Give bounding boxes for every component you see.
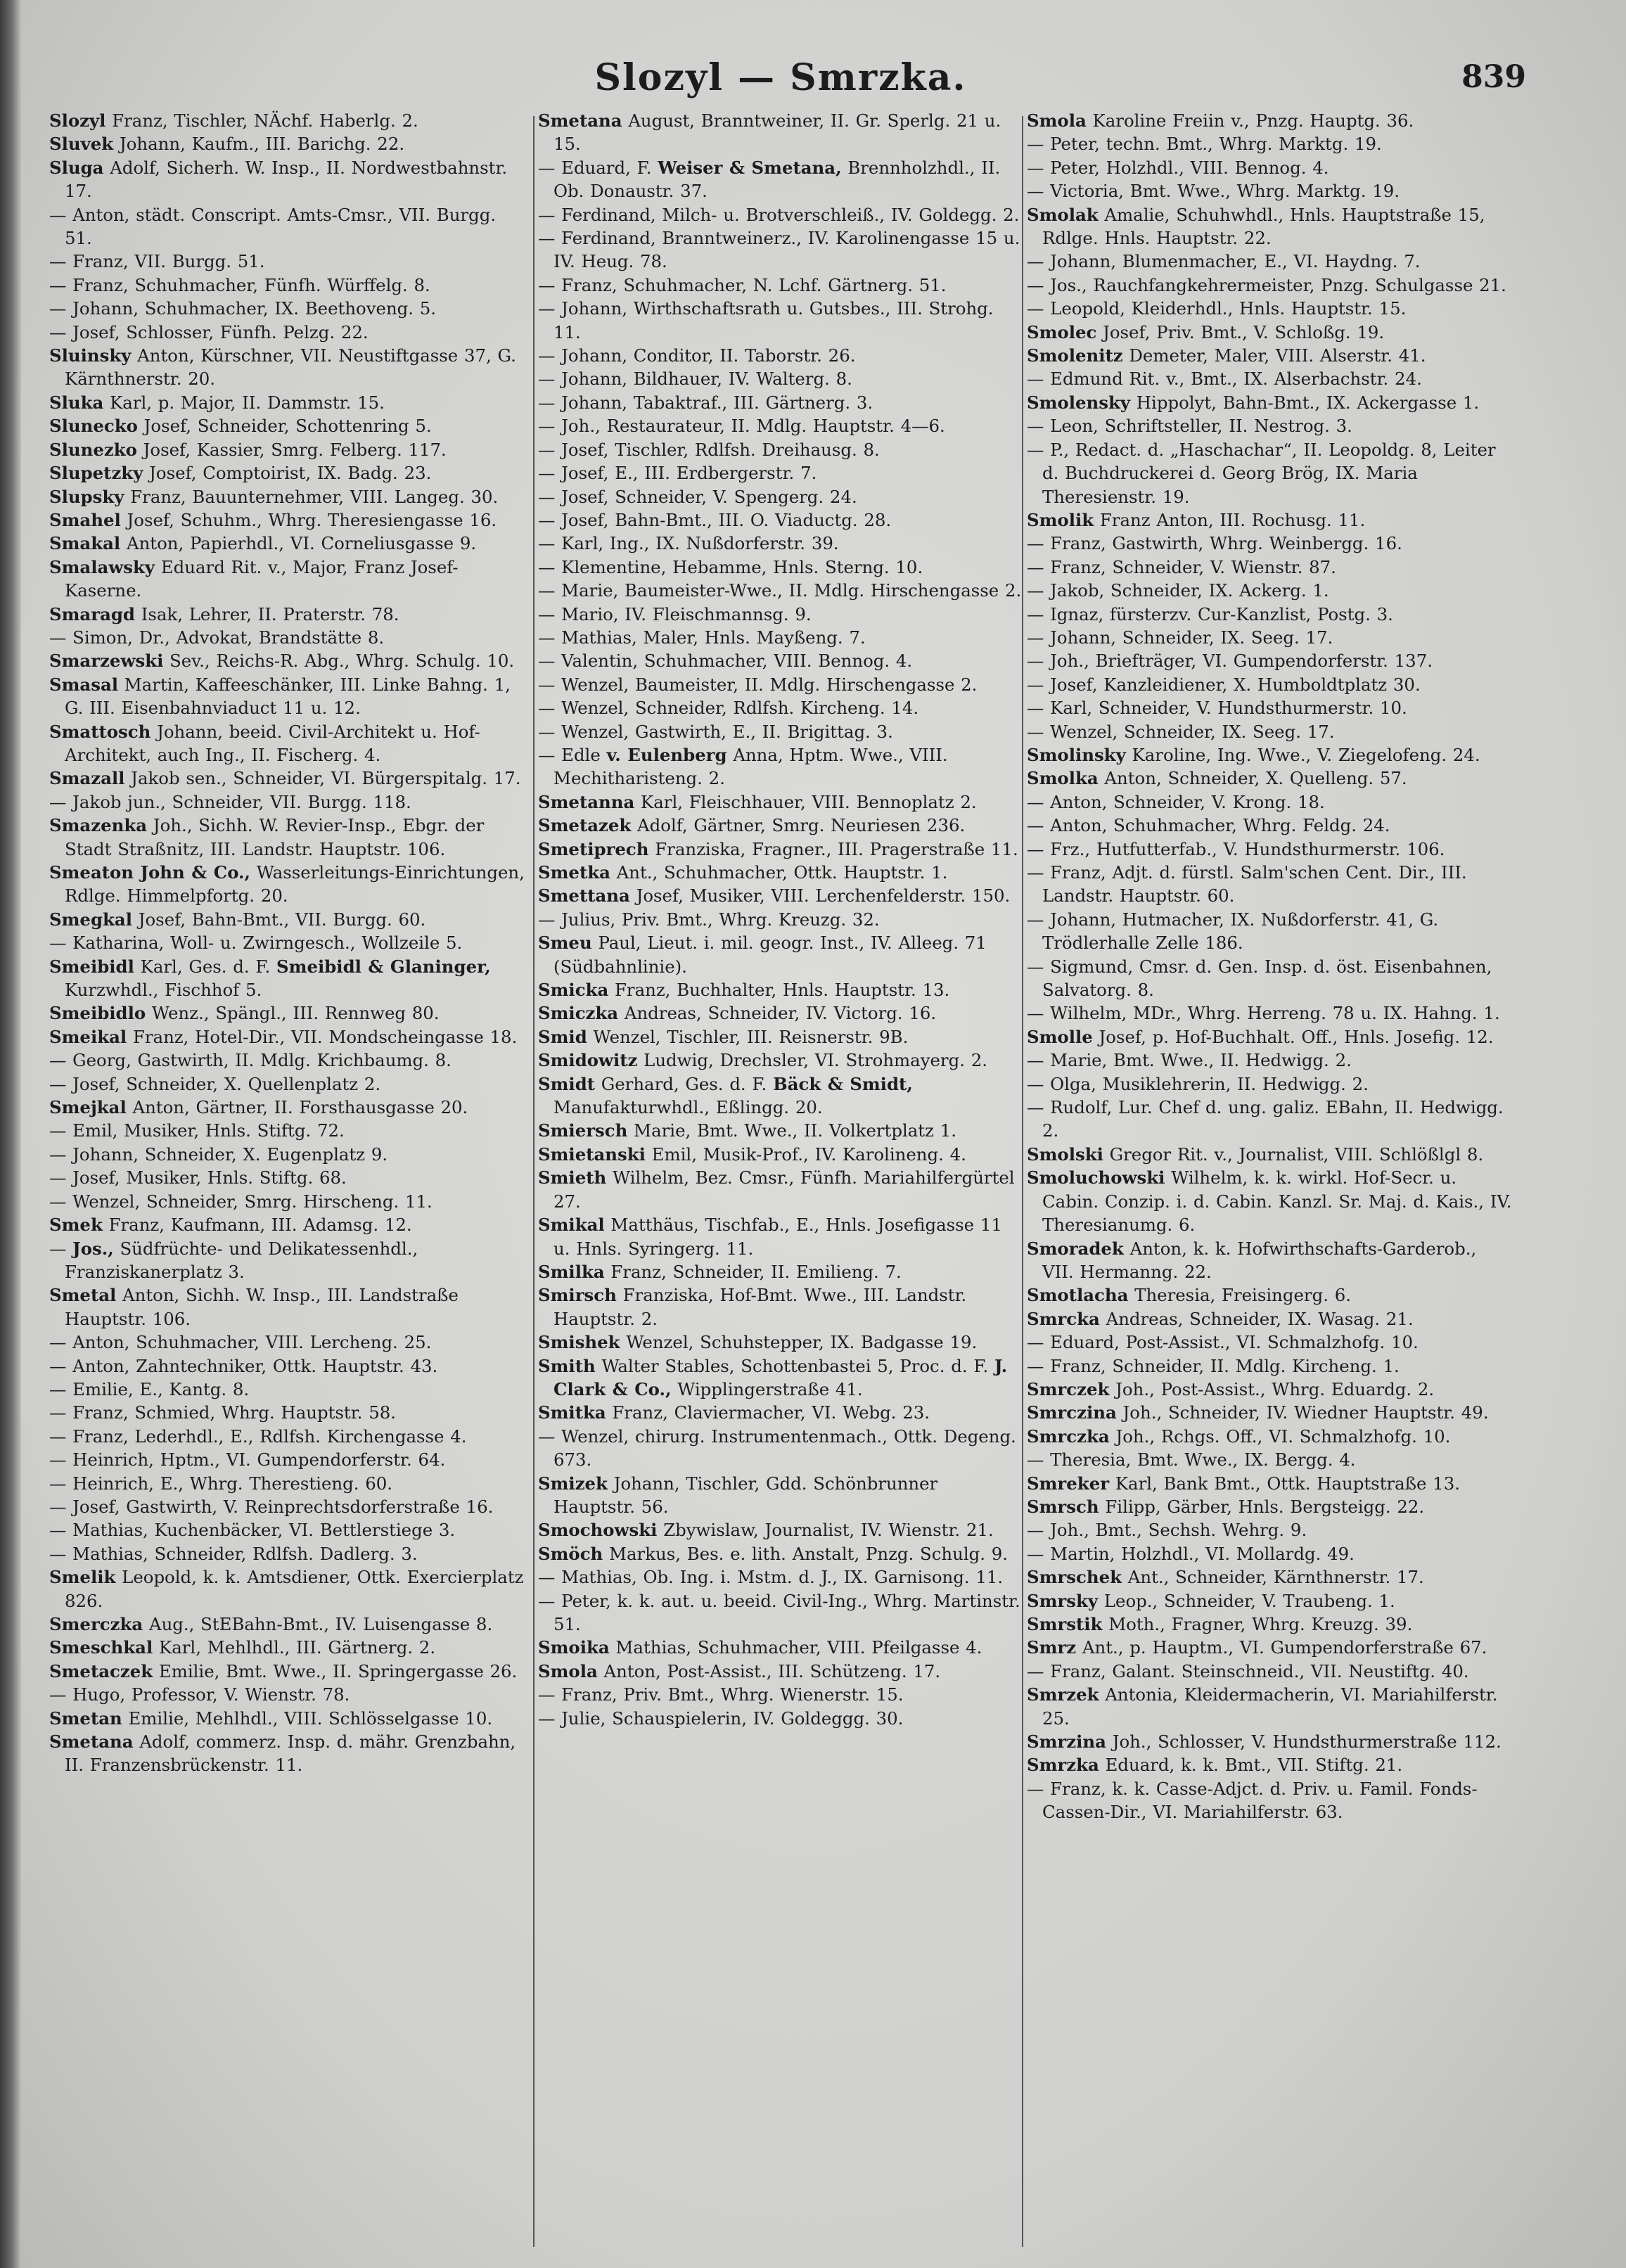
directory-entry: — Johann, Schneider, X. Eugenplatz 9.: [49, 1143, 388, 1165]
directory-entry: Smetanna Karl, Fleischhauer, VIII. Bennoplatz 2.: [538, 791, 977, 812]
directory-entry: — Johann, Tabaktraf., III. Gärtnerg. 3.: [538, 392, 873, 413]
directory-entry: Smrzka Eduard, k. k. Bmt., VII. Stiftg. 21.: [1027, 1755, 1403, 1776]
directory-entry: Smotlacha Theresia, Freisingerg. 6.: [1027, 1285, 1351, 1306]
directory-entry: — Franz, VII. Burgg. 51.: [49, 251, 265, 272]
directory-entry: Smoika Mathias, Schuhmacher, VIII. Pfeilgasse 4.: [538, 1637, 982, 1658]
column-right: [1027, 109, 1512, 2247]
directory-entry: — Josef, Schlosser, Fünfh. Pelzg. 22.: [49, 321, 369, 342]
directory-entry: Smolka Anton, Schneider, X. Quelleng. 57.: [1027, 768, 1407, 789]
directory-entry: Smegkal Josef, Bahn-Bmt., VII. Burgg. 60.: [49, 909, 426, 930]
directory-entry: — Anton, Schneider, V. Krong. 18.: [1027, 791, 1325, 812]
directory-entry: Smrsch Filipp, Gärber, Hnls. Bergsteigg. 22.: [1027, 1496, 1425, 1517]
directory-entry: Smirsch Franziska, Hof-Bmt. Wwe., III. Landstr. Hauptstr. 2.: [538, 1285, 967, 1329]
directory-entry: Smerczka Aug., StEBahn-Bmt., IV. Luisengasse 8.: [49, 1614, 493, 1634]
directory-entry: — Ferdinand, Milch- u. Brotverschleiß., IV. Goldegg. 2.: [538, 204, 1020, 225]
directory-entry: Smetazek Adolf, Gärtner, Smrg. Neuriesen 236.: [538, 815, 966, 836]
directory-entry: Smahel Josef, Schuhm., Whrg. Theresiengasse 16.: [49, 509, 497, 530]
directory-entry: — Emilie, E., Kantg. 8.: [49, 1378, 250, 1399]
directory-entry: — Josef, E., III. Erdbergerstr. 7.: [538, 463, 817, 484]
column-divider: [533, 116, 534, 2247]
directory-entry: Smrczek Joh., Post-Assist., Whrg. Eduardg. 2.: [1027, 1378, 1435, 1399]
directory-entry: — Wilhelm, MDr., Whrg. Herreng. 78 u. IX. Hahng. 1.: [1027, 1003, 1500, 1024]
column-left: [49, 109, 527, 2247]
directory-entry: Smetka Ant., Schuhmacher, Ottk. Hauptstr. 1.: [538, 862, 948, 883]
directory-entry: — Franz, Schmied, Whrg. Hauptstr. 58.: [49, 1402, 396, 1423]
directory-entry: Smolak Amalie, Schuhwhdl., Hnls. Hauptstraße 15, Rdlge. Hnls. Hauptstr. 22.: [1027, 204, 1485, 249]
directory-entry: — Franz, Galant. Steinschneid., VII. Neustiftg. 40.: [1027, 1660, 1469, 1681]
directory-entry: — Josef, Schneider, X. Quellenplatz 2.: [49, 1073, 381, 1094]
directory-entry: Smrsky Leop., Schneider, V. Traubeng. 1.: [1027, 1590, 1395, 1611]
directory-entry: Smazenka Joh., Sichh. W. Revier-Insp., Ebgr. der Stadt Straßnitz, III. Landstr. Hauptstr. 106.: [49, 815, 485, 859]
directory-entry: Smizek Johann, Tischler, Gdd. Schönbrunner Hauptstr. 56.: [538, 1473, 938, 1517]
directory-entry: — Olga, Musiklehrerin, II. Hedwigg. 2.: [1027, 1073, 1369, 1094]
directory-entry: Smasal Martin, Kaffeeschänker, III. Linke Bahng. 1, G. III. Eisenbahnviaduct 11 u. 12.: [49, 674, 511, 719]
directory-entry: — Johann, Wirthschaftsrath u. Gutsbes., III. Strohg. 11.: [538, 298, 994, 342]
directory-entry: Smejkal Anton, Gärtner, II. Forsthausgasse 20.: [49, 1097, 468, 1118]
directory-entry: Smetiprech Franziska, Fragner., III. Pragerstraße 11.: [538, 838, 1018, 859]
directory-entry: Smiersch Marie, Bmt. Wwe., II. Volkertplatz 1.: [538, 1120, 956, 1141]
directory-entry: — Marie, Bmt. Wwe., II. Hedwigg. 2.: [1027, 1050, 1352, 1071]
directory-entry: — Jos., Südfrüchte- und Delikatessenhdl., Franziskanerplatz 3.: [49, 1238, 418, 1282]
directory-entry: Smishek Wenzel, Schuhstepper, IX. Badgasse 19.: [538, 1332, 978, 1353]
directory-entry: Smaragd Isak, Lehrer, II. Praterstr. 78.: [49, 603, 399, 624]
directory-entry: — Peter, techn. Bmt., Whrg. Marktg. 19.: [1027, 134, 1382, 155]
directory-entry: Smetal Anton, Sichh. W. Insp., III. Landstraße Hauptstr. 106.: [49, 1285, 459, 1329]
column-middle: [538, 109, 1023, 2247]
book-spine-shadow: [0, 0, 21, 2268]
directory-entry: — Victoria, Bmt. Wwe., Whrg. Marktg. 19.: [1027, 181, 1400, 202]
directory-entry: — Franz, Priv. Bmt., Whrg. Wienerstr. 15.: [538, 1684, 904, 1705]
directory-entry: — Edmund Rit. v., Bmt., IX. Alserbachstr. 24.: [1027, 369, 1422, 390]
directory-entry: — Johann, Schneider, IX. Seeg. 17.: [1027, 627, 1333, 648]
directory-entry: Smrz Ant., p. Hauptm., VI. Gumpendorferstraße 67.: [1027, 1637, 1487, 1658]
directory-entry: Smakal Anton, Papierhdl., VI. Corneliusgasse 9.: [49, 533, 477, 554]
directory-entry: — Wenzel, Schneider, IX. Seeg. 17.: [1027, 721, 1335, 742]
directory-entry: — Franz, Schneider, II. Mdlg. Kircheng. 1.: [1027, 1355, 1400, 1376]
directory-entry: Smikal Matthäus, Tischfab., E., Hnls. Josefigasse 11 u. Hnls. Syringerg. 11.: [538, 1215, 1002, 1259]
directory-entry: — Marie, Baumeister-Wwe., II. Mdlg. Hirschengasse 2.: [538, 580, 1022, 601]
directory-entry: Smidt Gerhard, Ges. d. F. Bäck & Smidt, Manufakturwhdl., Eßlingg. 20.: [538, 1073, 913, 1118]
directory-entry: — Karl, Schneider, V. Hundsthurmerstr. 10.: [1027, 698, 1407, 719]
directory-entry: — Frz., Hutfutterfab., V. Hundsthurmerstr. 106.: [1027, 838, 1445, 859]
directory-entry: — Ignaz, fürsterzv. Cur-Kanzlist, Postg. 3.: [1027, 603, 1393, 624]
directory-entry: — Julie, Schauspielerin, IV. Goldeggg. 30.: [538, 1708, 904, 1729]
page-number: 839: [1461, 59, 1526, 95]
directory-entry: Smoluchowski Wilhelm, k. k. wirkl. Hof-Secr. u. Cabin. Conzip. i. d. Cabin. Kanzl. Sr. Maj. d. Kais., IV. Theresianumg. 6.: [1027, 1167, 1512, 1236]
directory-entry: Smrczina Joh., Schneider, IV. Wiedner Hauptstr. 49.: [1027, 1402, 1489, 1423]
directory-entry: Smeschkal Karl, Mehlhdl., III. Gärtnerg. 2.: [49, 1637, 436, 1658]
directory-entry: — Simon, Dr., Advokat, Brandstätte 8.: [49, 627, 385, 648]
directory-entry: Smrzina Joh., Schlosser, V. Hundsthurmerstraße 112.: [1027, 1731, 1502, 1753]
directory-entry: Smeikal Franz, Hotel-Dir., VII. Mondscheingasse 18.: [49, 1026, 518, 1047]
directory-entry: — Valentin, Schuhmacher, VIII. Bennog. 4.: [538, 651, 913, 672]
directory-entry: — Anton, Zahntechniker, Ottk. Hauptstr. 43.: [49, 1355, 438, 1376]
directory-entry: — Mathias, Kuchenbäcker, VI. Bettlerstiege 3.: [49, 1520, 456, 1541]
directory-entry: Smeibidlo Wenz., Spängl., III. Rennweg 80.: [49, 1003, 440, 1024]
directory-entry: — Hugo, Professor, V. Wienstr. 78.: [49, 1684, 350, 1705]
directory-entry: Sluvek Johann, Kaufm., III. Barichg. 22.: [49, 134, 405, 155]
directory-entry: — Heinrich, E., Whrg. Therestieng. 60.: [49, 1473, 392, 1494]
directory-entry: — Sigmund, Cmsr. d. Gen. Insp. d. öst. Eisenbahnen, Salvatorg. 8.: [1027, 956, 1492, 1001]
directory-entry: — Karl, Ing., IX. Nußdorferstr. 39.: [538, 533, 839, 554]
directory-entry: Slupsky Franz, Bauunternehmer, VIII. Langeg. 30.: [49, 486, 499, 507]
directory-entry: Smazall Jakob sen., Schneider, VI. Bürgerspitalg. 17.: [49, 768, 521, 789]
directory-entry: — Josef, Tischler, Rdlfsh. Dreihausg. 8.: [538, 439, 880, 460]
directory-entry: Smolski Gregor Rit. v., Journalist, VIII. Schlößlgl 8.: [1027, 1143, 1484, 1165]
directory-entry: Smola Anton, Post-Assist., III. Schützeng. 17.: [538, 1660, 941, 1681]
directory-entry: — Franz, Adjt. d. fürstl. Salm'schen Cent. Dir., III. Landstr. Hauptstr. 60.: [1027, 862, 1467, 906]
directory-entry: Smreker Karl, Bank Bmt., Ottk. Hauptstraße 13.: [1027, 1473, 1460, 1494]
directory-entry: Smetana August, Branntweiner, II. Gr. Sperlg. 21 u. 15.: [538, 110, 1001, 155]
directory-entry: — Julius, Priv. Bmt., Whrg. Kreuzg. 32.: [538, 909, 880, 930]
directory-entry: — Mario, IV. Fleischmannsg. 9.: [538, 603, 812, 624]
directory-entry: — Wenzel, Baumeister, II. Mdlg. Hirschengasse 2.: [538, 674, 978, 695]
directory-entry: — P., Redact. d. „Haschachar“, II. Leopoldg. 8, Leiter d. Buchdruckerei d. Georg Brög, IX. Maria Theresienstr. 19.: [1027, 439, 1496, 507]
directory-entry: Smilka Franz, Schneider, II. Emilieng. 7.: [538, 1261, 902, 1282]
directory-entry: Smolik Franz Anton, III. Rochusg. 11.: [1027, 509, 1366, 530]
directory-entry: — Jakob, Schneider, IX. Ackerg. 1.: [1027, 580, 1329, 601]
directory-entry: Smrczka Joh., Rchgs. Off., VI. Schmalzhofg. 10.: [1027, 1425, 1451, 1447]
directory-entry: — Mathias, Schneider, Rdlfsh. Dadlerg. 3.: [49, 1543, 418, 1564]
directory-entry: — Leon, Schriftsteller, II. Nestrog. 3.: [1027, 416, 1352, 437]
directory-entry: — Katharina, Woll- u. Zwirngesch., Wollzeile 5.: [49, 933, 463, 954]
directory-entry: Smoradek Anton, k. k. Hofwirthschafts-Garderob., VII. Hermanng. 22.: [1027, 1238, 1477, 1282]
directory-entry: — Anton, Schuhmacher, Whrg. Feldg. 24.: [1027, 815, 1390, 836]
directory-entry: Smolle Josef, p. Hof-Buchhalt. Off., Hnls. Josefig. 12.: [1027, 1026, 1494, 1047]
directory-entry: Slozyl Franz, Tischler, NÄchf. Haberlg. 2.: [49, 110, 418, 131]
directory-entry: — Peter, Holzhdl., VIII. Bennog. 4.: [1027, 157, 1329, 178]
directory-entry: — Wenzel, Gastwirth, E., II. Brigittag. 3.: [538, 721, 893, 742]
directory-entry: — Klementine, Hebamme, Hnls. Sterng. 10.: [538, 556, 923, 577]
directory-entry: — Johann, Hutmacher, IX. Nußdorferstr. 41, G. Trödlerhalle Zelle 186.: [1027, 909, 1439, 954]
directory-entry: — Joh., Bmt., Sechsh. Wehrg. 9.: [1027, 1520, 1307, 1541]
directory-entry: Smolenitz Demeter, Maler, VIII. Alserstr. 41.: [1027, 345, 1426, 366]
directory-entry: Smöch Markus, Bes. e. lith. Anstalt, Pnzg. Schulg. 9.: [538, 1543, 1009, 1564]
directory-entry: Smeaton John & Co., Wasserleitungs-Einrichtungen, Rdlge. Himmelpfortg. 20.: [49, 862, 525, 906]
directory-entry: Smetana Adolf, commerz. Insp. d. mähr. Grenzbahn, II. Franzensbrückenstr. 11.: [49, 1731, 516, 1776]
directory-entry: — Joh., Restaurateur, II. Mdlg. Hauptstr. 4—6.: [538, 416, 945, 437]
directory-entry: Smicka Franz, Buchhalter, Hnls. Hauptstr. 13.: [538, 980, 950, 1001]
directory-entry: — Anton, städt. Conscript. Amts-Cmsr., VII. Burgg. 51.: [49, 204, 497, 249]
directory-entry: Smola Karoline Freiin v., Pnzg. Hauptg. 36.: [1027, 110, 1414, 131]
directory-entry: Sluga Adolf, Sicherh. W. Insp., II. Nordwestbahnstr. 17.: [49, 157, 508, 202]
directory-entry: Smrzek Antonia, Kleidermacherin, VI. Mariahilferstr. 25.: [1027, 1684, 1498, 1729]
directory-entry: Smietanski Emil, Musik-Prof., IV. Karolineng. 4.: [538, 1143, 966, 1165]
directory-entry: Smieth Wilhelm, Bez. Cmsr., Fünfh. Mariahilfergürtel 27.: [538, 1167, 1015, 1212]
directory-entry: — Eduard, F. Weiser & Smetana, Brennholzhdl., II. Ob. Donaustr. 37.: [538, 157, 1001, 202]
directory-entry: Smrstik Moth., Fragner, Whrg. Kreuzg. 39.: [1027, 1614, 1413, 1634]
directory-entry: — Wenzel, Schneider, Smrg. Hirscheng. 11.: [49, 1191, 433, 1212]
directory-entry: Smek Franz, Kaufmann, III. Adamsg. 12.: [49, 1215, 412, 1236]
directory-entry: Slunecko Josef, Schneider, Schottenring 5.: [49, 416, 432, 437]
directory-entry: Smochowski Zbywislaw, Journalist, IV. Wienstr. 21.: [538, 1520, 994, 1541]
directory-entry: Smith Walter Stables, Schottenbastei 5, Proc. d. F. J. Clark & Co., Wipplingerstraße 41.: [538, 1355, 1008, 1399]
directory-entry: — Franz, k. k. Casse-Adjct. d. Priv. u. Famil. Fonds-Cassen-Dir., VI. Mariahilferstr. 63.: [1027, 1778, 1478, 1823]
directory-entry: — Josef, Musiker, Hnls. Stiftg. 68.: [49, 1167, 347, 1189]
directory-entry: — Georg, Gastwirth, II. Mdlg. Krichbaumg. 8.: [49, 1050, 452, 1071]
directory-entry: — Johann, Blumenmacher, E., VI. Haydng. 7.: [1027, 251, 1421, 272]
directory-entry: — Mathias, Maler, Hnls. Mayßeng. 7.: [538, 627, 866, 648]
directory-entry: Sluka Karl, p. Major, II. Dammstr. 15.: [49, 392, 385, 413]
directory-entry: — Josef, Gastwirth, V. Reinprechtsdorferstraße 16.: [49, 1496, 494, 1517]
directory-entry: — Theresia, Bmt. Wwe., IX. Bergg. 4.: [1027, 1449, 1356, 1471]
directory-entry: — Johann, Conditor, II. Taborstr. 26.: [538, 345, 856, 366]
directory-entry: Smeu Paul, Lieut. i. mil. geogr. Inst., IV. Alleeg. 71 (Südbahnlinie).: [538, 933, 987, 977]
directory-entry: — Anton, Schuhmacher, VIII. Lercheng. 25.: [49, 1332, 432, 1353]
directory-entry: Smitka Franz, Claviermacher, VI. Webg. 23.: [538, 1402, 930, 1423]
directory-entry: Sluinsky Anton, Kürschner, VII. Neustiftgasse 37, G. Kärnthnerstr. 20.: [49, 345, 516, 390]
directory-entry: Smelik Leopold, k. k. Amtsdiener, Ottk. Exercierplatz 826.: [49, 1567, 524, 1611]
directory-entry: — Josef, Kanzleidiener, X. Humboldtplatz 30.: [1027, 674, 1421, 695]
directory-entry: — Rudolf, Lur. Chef d. ung. galiz. EBahn, II. Hedwigg. 2.: [1027, 1097, 1504, 1141]
directory-entry: — Ferdinand, Branntweinerz., IV. Karolinengasse 15 u. IV. Heug. 78.: [538, 228, 1020, 272]
directory-entry: — Josef, Bahn-Bmt., III. O. Viaductg. 28.: [538, 509, 892, 530]
page-header: [49, 56, 1526, 105]
directory-entry: Smiczka Andreas, Schneider, IV. Victorg. 16.: [538, 1003, 937, 1024]
directory-entry: — Edle v. Eulenberg Anna, Hptm. Wwe., VIII. Mechitharisteng. 2.: [538, 744, 948, 789]
directory-entry: Smidowitz Ludwig, Drechsler, VI. Strohmayerg. 2.: [538, 1050, 987, 1071]
directory-entry: — Wenzel, chirurg. Instrumentenmach., Ottk. Degeng. 673.: [538, 1425, 1016, 1471]
directory-entry: Smalawsky Eduard Rit. v., Major, Franz Josef-Kaserne.: [49, 556, 459, 601]
directory-entry: — Wenzel, Schneider, Rdlfsh. Kircheng. 14.: [538, 698, 919, 719]
directory-entry: Smeibidl Karl, Ges. d. F. Smeibidl & Glaninger, Kurzwhdl., Fischhof 5.: [49, 956, 491, 1001]
directory-entry: — Leopold, Kleiderhdl., Hnls. Hauptstr. 15.: [1027, 298, 1407, 319]
directory-entry: Slupetzky Josef, Comptoirist, IX. Badg. 23.: [49, 463, 432, 484]
directory-entry: — Jakob jun., Schneider, VII. Burgg. 118.: [49, 791, 411, 812]
directory-entry: — Emil, Musiker, Hnls. Stiftg. 72.: [49, 1120, 345, 1141]
directory-entry: — Martin, Holzhdl., VI. Mollardg. 49.: [1027, 1543, 1355, 1564]
directory-entry: Smrschek Ant., Schneider, Kärnthnerstr. 17.: [1027, 1567, 1424, 1588]
directory-entry: — Franz, Schuhmacher, N. Lchf. Gärtnerg. 51.: [538, 274, 947, 295]
directory-entry: Smolec Josef, Priv. Bmt., V. Schloßg. 19.: [1027, 321, 1385, 342]
directory-entry: Smetaczek Emilie, Bmt. Wwe., II. Springergasse 26.: [49, 1660, 518, 1681]
directory-entry: — Mathias, Ob. Ing. i. Mstm. d. J., IX. Garnisong. 11.: [538, 1567, 1004, 1588]
directory-entry: — Franz, Schuhmacher, Fünfh. Würffelg. 8.: [49, 274, 430, 295]
directory-entry: — Heinrich, Hptm., VI. Gumpendorferstr. 64.: [49, 1449, 446, 1471]
directory-entry: — Franz, Schneider, V. Wienstr. 87.: [1027, 556, 1336, 577]
directory-entry: Smolensky Hippolyt, Bahn-Bmt., IX. Ackergasse 1.: [1027, 392, 1480, 413]
directory-entry: — Franz, Lederhdl., E., Rdlfsh. Kirchengasse 4.: [49, 1425, 467, 1447]
directory-entry: Smetan Emilie, Mehlhdl., VIII. Schlösselgasse 10.: [49, 1708, 493, 1729]
directory-entry: — Eduard, Post-Assist., VI. Schmalzhofg. 10.: [1027, 1332, 1419, 1353]
directory-entry: — Josef, Schneider, V. Spengerg. 24.: [538, 486, 857, 507]
directory-entry: — Johann, Schuhmacher, IX. Beethoveng. 5.: [49, 298, 437, 319]
page-title: Slozyl — Smrzka.: [594, 56, 967, 99]
directory-entry: Smid Wenzel, Tischler, III. Reisnerstr. 9B.: [538, 1026, 909, 1047]
directory-entry: — Peter, k. k. aut. u. beeid. Civil-Ing., Whrg. Martinstr. 51.: [538, 1590, 1020, 1634]
directory-entry: Smolinsky Karoline, Ing. Wwe., V. Ziegelofeng. 24.: [1027, 744, 1480, 765]
directory-entry: Smettana Josef, Musiker, VIII. Lerchenfelderstr. 150.: [538, 885, 1011, 906]
directory-entry: Smarzewski Sev., Reichs-R. Abg., Whrg. Schulg. 10.: [49, 651, 515, 672]
directory-entry: Slunezko Josef, Kassier, Smrg. Felberg. 117.: [49, 439, 447, 460]
directory-entry: — Joh., Briefträger, VI. Gumpendorferstr. 137.: [1027, 651, 1433, 672]
directory-entry: Smattosch Johann, beeid. Civil-Architekt u. Hof-Architekt, auch Ing., II. Fischerg. 4.: [49, 721, 480, 765]
directory-entry: Smrcka Andreas, Schneider, IX. Wasag. 21.: [1027, 1308, 1414, 1329]
directory-entry: — Franz, Gastwirth, Whrg. Weinbergg. 16.: [1027, 533, 1402, 554]
directory-entry: — Jos., Rauchfangkehrermeister, Pnzg. Schulgasse 21.: [1027, 274, 1506, 295]
directory-entry: — Johann, Bildhauer, IV. Walterg. 8.: [538, 369, 852, 390]
